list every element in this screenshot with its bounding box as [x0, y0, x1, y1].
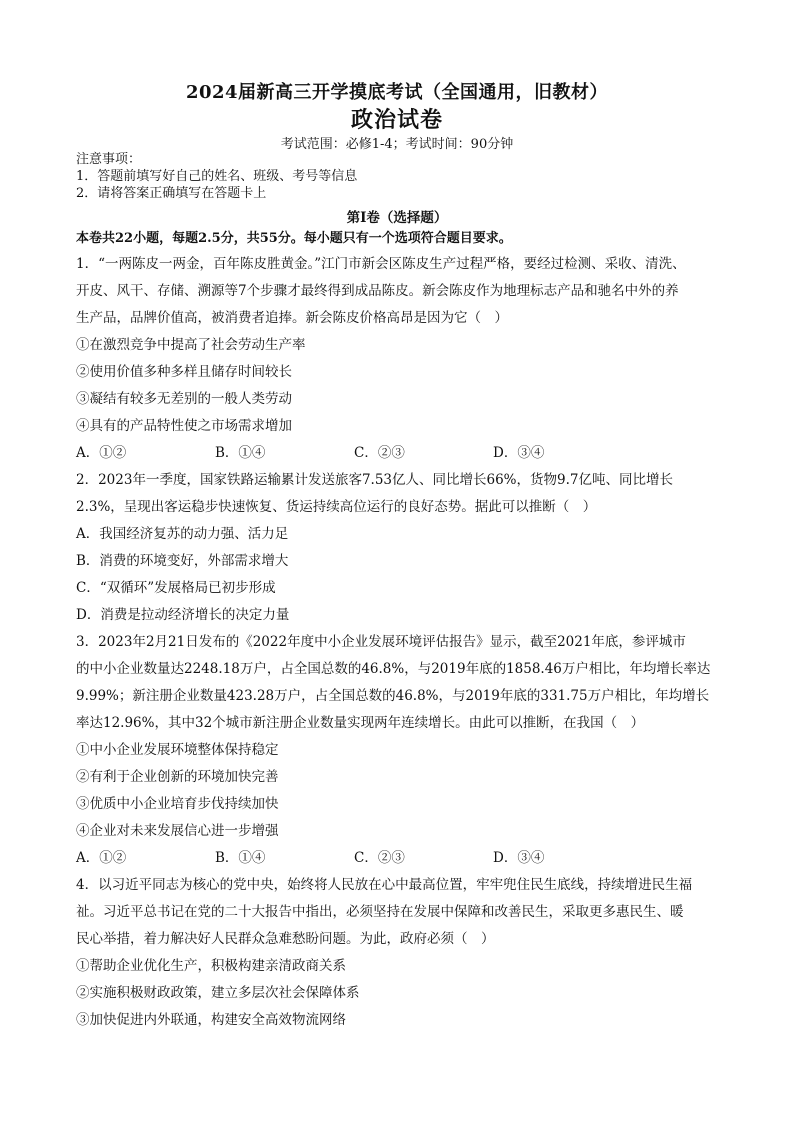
question-4 [76, 872, 721, 1034]
statement-option: ②实施积极财政政策，建立多层次社会保障体系 [76, 985, 360, 1001]
statement-option: ①在激烈竞争中提高了社会劳动生产率 [76, 337, 306, 353]
question-stem-line: 2．2023年一季度，国家铁路运输累计发送旅客7.53亿人、同比增长66%，货物9.7亿吨、同比增长 [76, 472, 673, 488]
question-stem-line: 3．2023年2月21日发布的《2022年度中小企业发展环境评估报告》显示，截至2021年底，参评城市 [76, 634, 686, 650]
choice-c: C．②③ [354, 850, 405, 866]
answer-choices [76, 440, 721, 467]
note-item: 2．请将答案正确填写在答题卡上 [76, 186, 267, 201]
question-stem-line: 祉。习近平总书记在党的二十大报告中指出，必须坚持在发展中保障和改善民生，采取更多惠民生、暖 [76, 904, 684, 920]
exam-meta: 考试范围：必修1-4；考试时间：90分钟 [280, 137, 514, 152]
question-2 [76, 467, 721, 629]
note-item: 1．答题前填写好自己的姓名、班级、考号等信息 [76, 169, 358, 184]
notes-heading: 注意事项： [76, 152, 142, 167]
statement-option: C．“双循环”发展格局已初步形成 [76, 580, 276, 596]
question-stem-line: 民心举措，着力解决好人民群众急难愁盼问题。为此，政府必须（ ） [76, 931, 495, 947]
question-stem-line: 4．以习近平同志为核心的党中央，始终将人民放在心中最高位置，牢牢兜住民生底线，持续增进民生福 [76, 877, 693, 893]
question-stem-line: 的中小企业数量达2248.18万户，占全国总数的46.8%，与2019年底的1858.46万户相比，年均增长率达 [76, 661, 711, 677]
choice-d: D．③④ [493, 850, 545, 866]
statement-option: ①帮助企业优化生产，积极构建亲清政商关系 [76, 958, 346, 974]
statement-option: ④企业对未来发展信心进一步增强 [76, 823, 279, 839]
question-stem-line: 开皮、风干、存储、溯源等7个步骤才最终得到成品陈皮。新会陈皮作为地理标志产品和驰名中外的养 [76, 283, 679, 299]
section-description: 本卷共22小题，每题2.5分，共55分。每小题只有一个选项符合题目要求。 [76, 231, 512, 246]
notes-block [76, 151, 357, 202]
question-stem-line: 1．“一两陈皮一两金，百年陈皮胜黄金。”江门市新会区陈皮生产过程严格，要经过检测、采收、清洗、 [76, 256, 686, 272]
question-3 [76, 629, 721, 872]
exam-title: 2024届新高三开学摸底考试（全国通用，旧教材） [185, 82, 609, 103]
statement-option: ④具有的产品特性使之市场需求增加 [76, 418, 292, 434]
statement-option: D．消费是拉动经济增长的决定力量 [76, 607, 290, 623]
statement-option: A．我国经济复苏的动力强、活力足 [76, 526, 289, 542]
question-list [76, 251, 721, 1034]
statement-option: ②使用价值多种多样且储存时间较长 [76, 364, 292, 380]
statement-option: B．消费的环境变好，外部需求增大 [76, 553, 289, 569]
statement-option: ③凝结有较多无差别的一般人类劳动 [76, 391, 292, 407]
choice-d: D．③④ [493, 445, 545, 461]
question-stem-line: 率达12.96%，其中32个城市新注册企业数量实现两年连续增长。由此可以推断，在我国（ ） [76, 715, 645, 731]
choice-c: C．②③ [354, 445, 405, 461]
section-title: 第Ⅰ卷（选择题） [346, 210, 448, 226]
subject-title: 政治试卷 [350, 107, 443, 133]
choice-b: B．①④ [215, 850, 266, 866]
choice-a: A．①② [76, 445, 127, 461]
answer-choices [76, 845, 721, 872]
statement-option: ③优质中小企业培育步伐持续加快 [76, 796, 279, 812]
question-1 [76, 251, 721, 467]
question-stem-line: 2.3%，呈现出客运稳步快速恢复、货运持续高位运行的良好态势。据此可以推断（ ） [76, 499, 597, 515]
statement-option: ③加快促进内外联通，构建安全高效物流网络 [76, 1012, 346, 1028]
choice-a: A．①② [76, 850, 127, 866]
question-stem-line: 9.99%；新注册企业数量423.28万户，占全国总数的46.8%，与2019年底的331.75万户相比，年均增长 [76, 688, 710, 704]
choice-b: B．①④ [215, 445, 266, 461]
statement-option: ②有利于企业创新的环境加快完善 [76, 769, 279, 785]
statement-option: ①中小企业发展环境整体保持稳定 [76, 742, 279, 758]
question-stem-line: 生产品，品牌价值高，被消费者追捧。新会陈皮价格高昂是因为它（ ） [76, 310, 508, 326]
